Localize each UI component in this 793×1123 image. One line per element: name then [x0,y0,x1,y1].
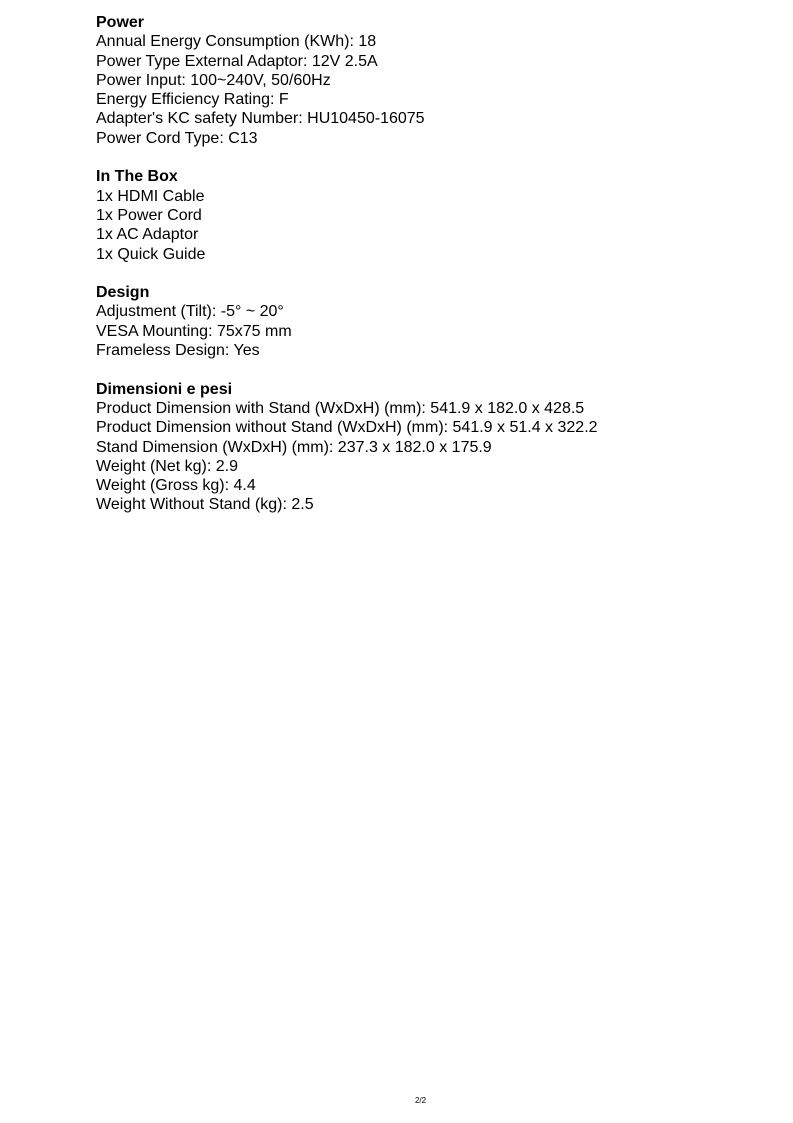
page-number: 2/2 [414,1096,427,1105]
spec-line: Product Dimension with Stand (WxDxH) (mm): 541.9 x 182.0 x 428.5 [96,399,585,417]
spec-line: Product Dimension without Stand (WxDxH) (mm): 541.9 x 51.4 x 322.2 [96,419,598,437]
spec-line: 1x Quick Guide [96,245,206,263]
section-in-the-box [96,167,776,263]
spec-line: Power Type External Adaptor: 12V 2.5A [96,52,378,70]
section-heading: In The Box [96,168,178,186]
spec-line: 1x AC Adaptor [96,226,199,244]
spec-line: Annual Energy Consumption (KWh): 18 [96,33,377,51]
section-heading: Dimensioni e pesi [96,380,233,398]
spec-line: Energy Efficiency Rating: F [96,91,289,109]
spec-line: Power Cord Type: C13 [96,129,258,147]
spec-line: Stand Dimension (WxDxH) (mm): 237.3 x 182.0 x 175.9 [96,438,492,456]
spec-line: Frameless Design: Yes [96,342,260,360]
spec-line: Adapter's KC safety Number: HU10450-16075 [96,110,425,128]
section-heading: Design [96,284,150,302]
spec-line: Power Input: 100~240V, 50/60Hz [96,71,331,89]
section-heading: Power [96,14,145,31]
spec-line: 1x HDMI Cable [96,187,205,205]
spec-line: Weight (Net kg): 2.9 [96,457,238,475]
spec-line: 1x Power Cord [96,206,202,224]
spec-line: Adjustment (Tilt): -5° ~ 20° [96,303,284,321]
spec-line: Weight (Gross kg): 4.4 [96,477,256,495]
spec-line: VESA Mounting: 75x75 mm [96,322,292,340]
document-body [96,13,776,534]
section-design [96,283,776,360]
section-power [96,13,776,148]
spec-line: Weight Without Stand (kg): 2.5 [96,496,314,514]
section-dimensions-weights [96,380,776,515]
